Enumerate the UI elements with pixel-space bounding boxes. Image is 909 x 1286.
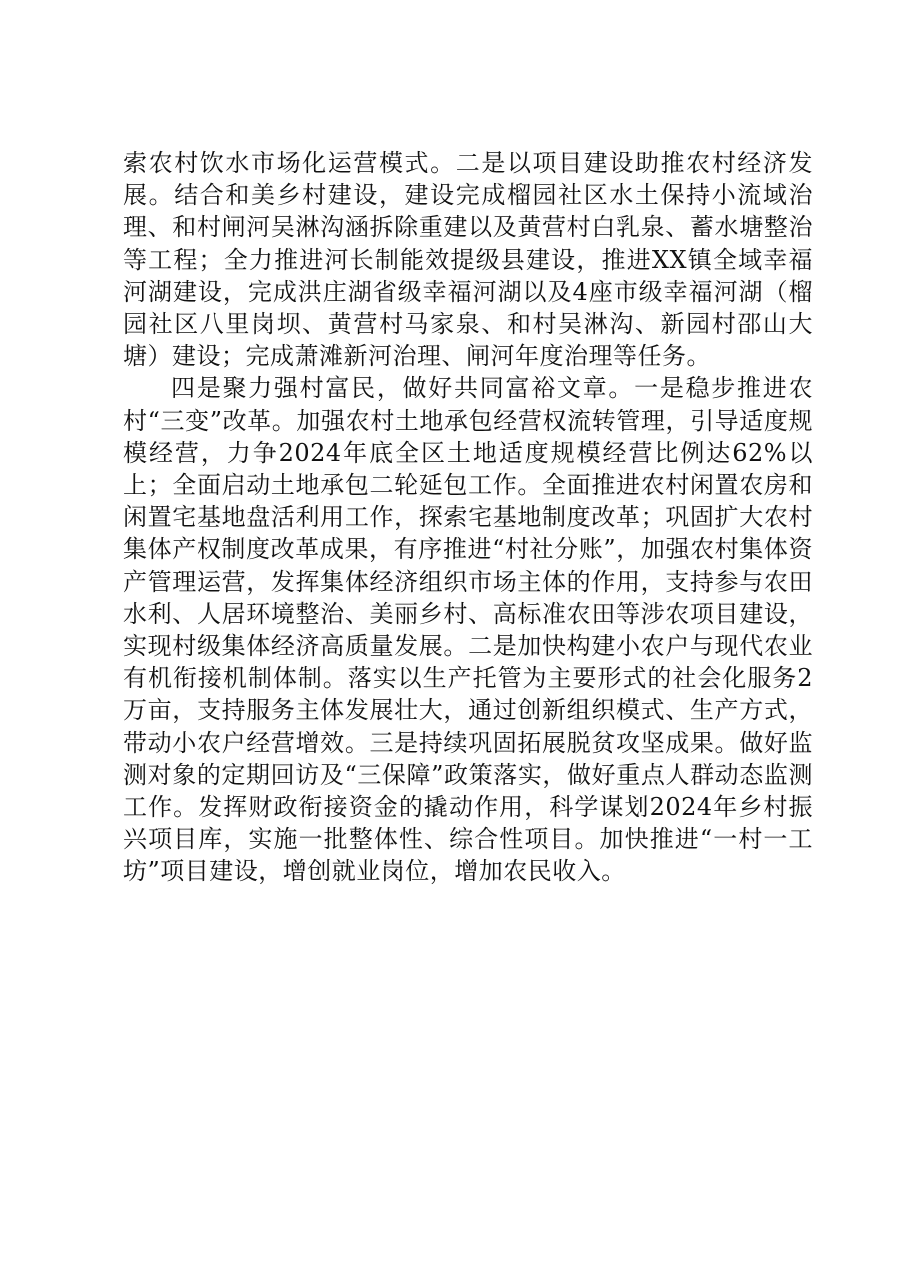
document-body	[123, 147, 813, 888]
paragraph-continuation: 索农村饮水市场化运营模式。二是以项目建设助推农村经济发展。结合和美乡村建设，建设完成榴园社区水土保持小流域治理、和村闸河吴淋沟涵拆除重建以及黄营村白乳泉、蓄水塘整治等工程；全力推进河长制能效提级县建设，推进XX镇全域幸福河湖建设，完成洪庄湖省级幸福河湖以及4座市级幸福河湖（榴园社区八里岗坝、黄营村马家泉、和村吴淋沟、新园村邵山大塘）建设；完成萧滩新河治理、闸河年度治理等任务。	[123, 149, 813, 371]
paragraph-strengthen-villages: 四是聚力强村富民，做好共同富裕文章。一是稳步推进农村“三变”改革。加强农村土地承包经营权流转管理，引导适度规模经营，力争2024年底全区土地适度规模经营比例达62%以上；全面启动土地承包二轮延包工作。全面推进农村闲置农房和闲置宅基地盘活利用工作，探索宅基地制度改革；巩固扩大农村集体产权制度改革成果，有序推进“村社分账”，加强农村集体资产管理运营，发挥集体经济组织市场主体的作用，支持参与农田水利、人居环境整治、美丽乡村、高标准农田等涉农项目建设，实现村级集体经济高质量发展。二是加快构建小农户与现代农业有机衔接机制体制。落实以生产托管为主要形式的社会化服务2万亩，支持服务主体发展壮大，通过创新组织模式、生产方式，带动小农户经营增效。三是持续巩固拓展脱贫攻坚成果。做好监测对象的定期回访及“三保障”政策落实，做好重点人群动态监测工作。发挥财政衔接资金的撬动作用，科学谋划2024年乡村振兴项目库，实施一批整体性、综合性项目。加快推进“一村一工坊”项目建设，增创就业岗位，增加农民收入。	[123, 374, 813, 886]
